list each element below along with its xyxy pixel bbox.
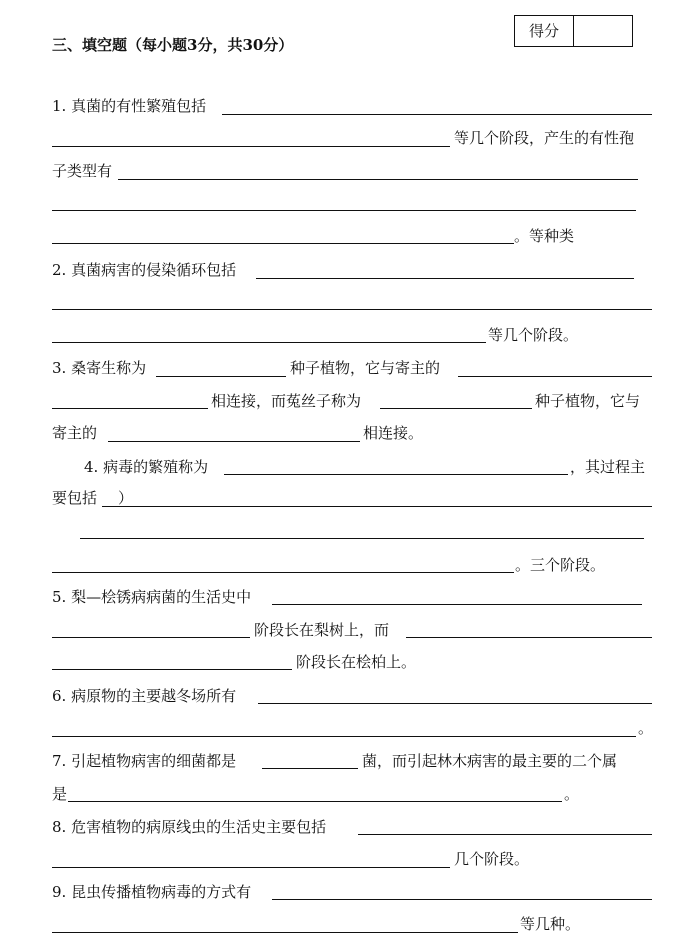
blank-line[interactable]: [52, 210, 636, 211]
question-7-text: 是: [52, 785, 68, 803]
question-3-text: 种子植物，它与: [535, 392, 641, 410]
blank-line[interactable]: [118, 179, 638, 180]
blank-line[interactable]: [272, 604, 642, 605]
question-4-paren: ）: [118, 489, 134, 507]
blank-line[interactable]: [102, 506, 652, 507]
blank-line[interactable]: [52, 342, 486, 343]
question-3-prefix: 3. 桑寄生称为: [52, 359, 147, 377]
blank-line[interactable]: [258, 703, 652, 704]
question-5-text: 阶段长在梨树上，而: [254, 621, 390, 639]
question-9-suffix: 等几种。: [520, 915, 581, 933]
question-8-suffix: 几个阶段。: [454, 850, 530, 868]
question-9-prefix: 9. 昆虫传播植物病毒的方式有: [52, 883, 252, 901]
blank-line[interactable]: [406, 637, 652, 638]
question-1-prefix: 1. 真菌的有性繁殖包括: [52, 97, 207, 115]
question-4-prefix: 4. 病毒的繁殖称为: [84, 458, 209, 476]
question-4-text: 要包括: [52, 489, 98, 507]
question-6-suffix: 。: [638, 719, 654, 737]
question-4-text: ，其过程主: [570, 458, 646, 476]
section-title: 三、填空题（每小题3分，共30分）: [52, 36, 294, 54]
blank-line[interactable]: [222, 114, 652, 115]
question-3-text: 种子植物，它与寄主的: [290, 359, 441, 377]
question-6-prefix: 6. 病原物的主要越冬场所有: [52, 687, 237, 705]
blank-line[interactable]: [108, 441, 360, 442]
blank-line[interactable]: [358, 834, 652, 835]
blank-line[interactable]: [52, 736, 636, 737]
blank-line[interactable]: [272, 899, 652, 900]
blank-line[interactable]: [52, 669, 292, 670]
blank-line[interactable]: [458, 376, 652, 377]
blank-line[interactable]: [80, 538, 644, 539]
blank-line[interactable]: [52, 408, 208, 409]
question-2-suffix: 等几个阶段。: [488, 326, 579, 344]
blank-line[interactable]: [52, 309, 652, 310]
blank-line[interactable]: [52, 572, 514, 573]
score-label: 得分: [515, 16, 574, 46]
blank-line[interactable]: [68, 801, 562, 802]
score-value-field[interactable]: [573, 16, 632, 46]
blank-line[interactable]: [52, 637, 250, 638]
blank-line[interactable]: [262, 768, 358, 769]
blank-line[interactable]: [52, 932, 518, 933]
question-1-suffix: 。等种类: [514, 227, 575, 245]
question-3-text: 相连接，而菟丝子称为: [211, 392, 362, 410]
blank-line[interactable]: [156, 376, 286, 377]
question-7-suffix: 。: [564, 785, 580, 803]
blank-line[interactable]: [52, 867, 450, 868]
question-2-prefix: 2. 真菌病害的侵染循环包括: [52, 261, 237, 279]
blank-line[interactable]: [380, 408, 532, 409]
question-5-prefix: 5. 梨—桧锈病病菌的生活史中: [52, 588, 252, 606]
question-7-prefix: 7. 引起植物病害的细菌都是: [52, 752, 237, 770]
question-7-text: 菌，而引起林木病害的最主要的二个属: [362, 752, 618, 770]
question-3-text: 寄主的: [52, 424, 98, 442]
blank-line[interactable]: [256, 278, 634, 279]
question-8-prefix: 8. 危害植物的病原线虫的生活史主要包括: [52, 818, 327, 836]
question-1-text: 子类型有: [52, 162, 113, 180]
score-box: [514, 15, 633, 47]
blank-line[interactable]: [52, 243, 514, 244]
question-5-suffix: 阶段长在桧柏上。: [296, 653, 417, 671]
question-3-suffix: 相连接。: [363, 424, 424, 442]
blank-line[interactable]: [224, 474, 568, 475]
blank-line[interactable]: [52, 146, 450, 147]
question-1-text: 等几个阶段，产生的有性孢: [454, 129, 635, 147]
question-4-suffix: 。三个阶段。: [515, 556, 606, 574]
